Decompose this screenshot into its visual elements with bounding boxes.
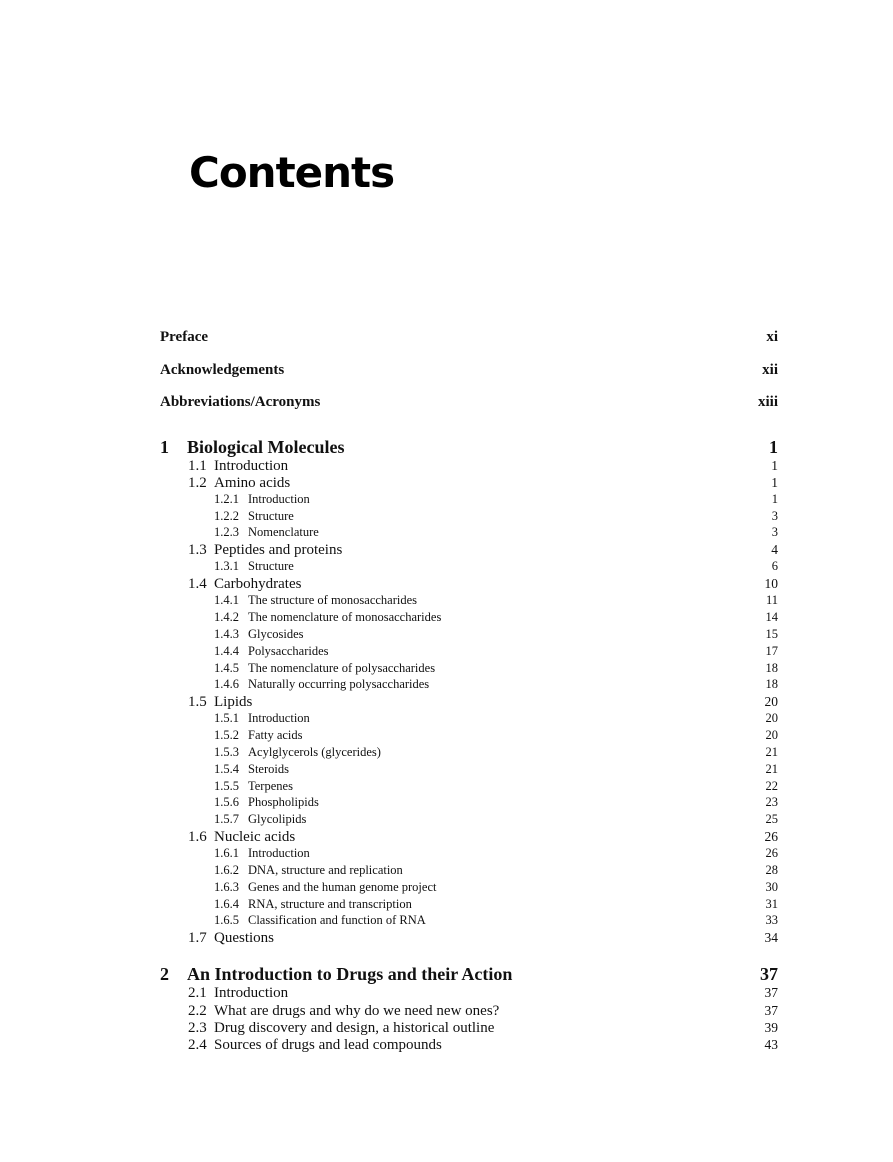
entry-label: [214, 711, 310, 726]
toc-page-number: 37: [760, 964, 778, 985]
page-title: Contents: [189, 148, 395, 197]
entry-label: [188, 475, 290, 492]
entry-label: [188, 694, 252, 711]
section-number: 1.7: [188, 930, 207, 947]
toc-page-number: 4: [771, 542, 778, 558]
toc-page-number: 34: [764, 930, 778, 946]
chapter-title: Biological Molecules: [187, 436, 345, 457]
toc-page-number: 23: [765, 795, 778, 810]
toc-page-number: 28: [765, 862, 778, 877]
toc-page-number: 37: [764, 985, 778, 1001]
entry-label: [188, 576, 301, 593]
toc-section-entry[interactable]: [160, 1020, 778, 1037]
toc-page-number: 33: [765, 913, 778, 928]
entry-label: [214, 677, 429, 692]
section-number: 1.4: [188, 576, 207, 593]
section-title: Questions: [214, 930, 274, 947]
toc-page-number: 20: [765, 711, 778, 726]
toc-subsection-entry[interactable]: [160, 795, 778, 812]
entry-label: [188, 985, 288, 1002]
section-title: Structure: [248, 559, 294, 574]
section-title: Phospholipids: [248, 795, 319, 810]
entry-label: [214, 897, 412, 912]
toc-page-number: 22: [765, 778, 778, 793]
toc-page-number: 1: [769, 436, 778, 457]
section-title: Introduction: [248, 846, 310, 861]
toc-section-entry[interactable]: [160, 985, 778, 1002]
section-number: 2.3: [188, 1019, 207, 1036]
toc-subsection-entry[interactable]: [160, 745, 778, 762]
entry-label: [214, 795, 319, 810]
section-title: The structure of monosaccharides: [248, 593, 418, 608]
toc-chapter-heading[interactable]: [160, 964, 778, 985]
toc-subsection-entry[interactable]: [160, 728, 778, 745]
toc-page-number: 31: [765, 896, 778, 911]
toc-subsection-entry[interactable]: [160, 880, 778, 897]
section-title: The nomenclature of polysaccharides: [248, 660, 436, 675]
section-number: 1.5.7: [214, 812, 239, 827]
toc-page-number: 1: [771, 491, 778, 506]
section-title: Genes and the human genome project: [248, 879, 437, 894]
toc-page-number: xii: [762, 361, 778, 378]
toc-subsection-entry[interactable]: [160, 779, 778, 796]
toc-subsection-entry[interactable]: [160, 661, 778, 678]
toc-page-number: 18: [765, 660, 778, 675]
section-number: 1.2.1: [214, 491, 239, 506]
section-title: Introduction: [214, 457, 289, 474]
section-title: Polysaccharides: [248, 643, 329, 658]
toc-subsection-entry[interactable]: [160, 677, 778, 694]
toc-page-number: 21: [765, 745, 778, 759]
section-number: 1.5.2: [214, 728, 239, 743]
toc-subsection-entry[interactable]: [160, 627, 778, 644]
toc-page-number: 11: [765, 593, 778, 608]
entry-label: [188, 458, 288, 475]
toc-subsection-entry[interactable]: [160, 863, 778, 880]
section-number: 1.6.5: [214, 913, 239, 928]
toc-page-number: xi: [766, 329, 778, 345]
section-number: 1.5.6: [214, 795, 239, 810]
entry-label: [214, 492, 310, 507]
table-of-contents: [160, 329, 778, 1054]
section-number: 1.5: [188, 694, 207, 711]
section-number: 1.6.3: [214, 879, 239, 894]
toc-section-entry[interactable]: [160, 1037, 778, 1054]
toc-section-entry[interactable]: [160, 694, 778, 711]
section-number: 1.5.5: [214, 778, 239, 793]
section-title: Fatty acids: [248, 728, 303, 743]
toc-subsection-entry[interactable]: [160, 644, 778, 661]
toc-page-number: 17: [765, 643, 778, 658]
chapter-label: [160, 437, 344, 458]
toc-chapter-heading[interactable]: [160, 437, 778, 458]
toc-subsection-entry[interactable]: [160, 897, 778, 914]
section-title: Glycosides: [248, 627, 304, 642]
section-title: Drug discovery and design, a historical outline: [214, 1019, 495, 1036]
section-number: 1.4.3: [214, 627, 239, 642]
toc-page-number: 26: [765, 846, 778, 861]
section-number: 1.4.1: [214, 593, 239, 608]
toc-entry-title: Abbreviations/Acronyms: [160, 394, 321, 410]
toc-entry-title: Preface: [160, 329, 209, 345]
section-title: Lipids: [214, 694, 253, 711]
section-number: 1.2.2: [214, 508, 239, 523]
toc-subsection-entry[interactable]: [160, 492, 778, 509]
section-number: 2.1: [188, 985, 207, 1002]
section-number: 1.4.2: [214, 610, 239, 625]
section-number: 1.6: [188, 828, 207, 845]
toc-subsection-entry[interactable]: [160, 610, 778, 627]
section-title: Acylglycerols (glycerides): [248, 745, 381, 759]
section-title: The nomenclature of monosaccharides: [248, 610, 442, 625]
toc-page-number: 15: [765, 627, 778, 642]
section-title: Sources of drugs and lead compounds: [214, 1036, 442, 1053]
toc-page-number: 6: [771, 559, 778, 574]
toc-page-number: 39: [764, 1019, 778, 1035]
toc-page-number: 20: [764, 694, 778, 710]
toc-subsection-entry[interactable]: [160, 525, 778, 542]
entry-label: [214, 846, 310, 861]
entry-label: [214, 661, 435, 676]
entry-label: [214, 863, 403, 878]
section-number: 1.6.1: [214, 846, 239, 861]
section-number: 1.5.3: [214, 745, 239, 759]
toc-page-number: xiii: [757, 394, 778, 410]
section-number: 2.4: [188, 1036, 207, 1053]
section-number: 1.3: [188, 542, 207, 559]
section-title: Glycolipids: [248, 812, 307, 827]
toc-subsection-entry[interactable]: [160, 846, 778, 863]
toc-front-entry[interactable]: [160, 329, 778, 362]
section-title: What are drugs and why do we need new ones?: [214, 1002, 500, 1019]
entry-label: [188, 1020, 494, 1037]
toc-page-number: 10: [764, 576, 778, 592]
toc-page-number: 18: [765, 677, 778, 692]
entry-label: [214, 593, 417, 608]
entry-label: [188, 930, 274, 947]
toc-section-entry[interactable]: [160, 1003, 778, 1020]
toc-subsection-entry[interactable]: [160, 812, 778, 829]
toc-subsection-entry[interactable]: [160, 559, 778, 576]
section-title: Nomenclature: [248, 525, 319, 540]
toc-page-number: 1: [771, 457, 778, 473]
toc-front-entry[interactable]: [160, 362, 778, 395]
entry-label: [188, 1037, 442, 1054]
entry-label: [214, 762, 289, 777]
section-number: 1.4.5: [214, 660, 239, 675]
toc-subsection-entry[interactable]: [160, 913, 778, 930]
toc-front-entry[interactable]: [160, 394, 778, 427]
entry-label: [214, 779, 293, 794]
toc-section-entry[interactable]: [160, 458, 778, 475]
section-number: 1.2.3: [214, 525, 239, 540]
section-title: Introduction: [214, 985, 289, 1002]
entry-label: [188, 1003, 499, 1020]
entry-label: [188, 829, 295, 846]
entry-label: [214, 525, 319, 540]
toc-section-entry[interactable]: [160, 930, 778, 947]
section-number: 1.4.6: [214, 677, 239, 692]
section-number: 1.5.1: [214, 711, 239, 726]
section-number: 2.2: [188, 1002, 207, 1019]
toc-page-number: 3: [771, 525, 778, 540]
section-number: 1.6.4: [214, 896, 239, 911]
toc-subsection-entry[interactable]: [160, 593, 778, 610]
entry-label: [188, 542, 342, 559]
toc-section-entry[interactable]: [160, 542, 778, 559]
section-number: 1.3.1: [214, 559, 239, 574]
entry-label: [214, 728, 303, 743]
section-title: Structure: [248, 508, 294, 523]
chapter-number: 2: [160, 964, 169, 985]
toc-section-entry[interactable]: [160, 576, 778, 593]
entry-label: [214, 745, 381, 760]
entry-label: [214, 610, 441, 625]
section-title: Classification and function of RNA: [248, 913, 426, 928]
section-title: Carbohydrates: [214, 576, 302, 593]
entry-label: [214, 913, 426, 928]
section-title: RNA, structure and transcription: [248, 896, 412, 911]
section-title: Amino acids: [214, 474, 291, 491]
entry-label: [214, 627, 304, 642]
entry-label: [214, 644, 329, 659]
toc-page-number: 25: [765, 812, 778, 827]
toc-section-entry[interactable]: [160, 829, 778, 846]
section-number: 1.4.4: [214, 643, 239, 658]
toc-page-number: 37: [764, 1002, 778, 1018]
entry-label: [214, 812, 306, 827]
toc-page-number: 30: [765, 879, 778, 894]
toc-page-number: 21: [765, 761, 778, 776]
entry-label: [214, 509, 294, 524]
entry-label: [214, 559, 294, 574]
entry-label: [214, 880, 436, 895]
section-number: 1.2: [188, 474, 207, 491]
section-title: Peptides and proteins: [214, 542, 343, 559]
toc-section-entry[interactable]: [160, 475, 778, 492]
section-title: Introduction: [248, 711, 310, 726]
toc-page-number: 20: [765, 728, 778, 743]
toc-page-number: 43: [764, 1036, 778, 1052]
section-title: Introduction: [248, 491, 310, 506]
section-title: Naturally occurring polysaccharides: [248, 677, 430, 692]
toc-page-number: 3: [771, 508, 778, 523]
toc-entry-title: Acknowledgements: [160, 361, 285, 378]
toc-page-number: 14: [765, 610, 778, 625]
section-number: 1.5.4: [214, 761, 239, 776]
section-title: Steroids: [248, 761, 289, 776]
chapter-number: 1: [160, 436, 169, 457]
toc-subsection-entry[interactable]: [160, 762, 778, 779]
section-title: DNA, structure and replication: [248, 862, 403, 877]
chapter-title: An Introduction to Drugs and their Action: [187, 964, 513, 985]
chapter-label: [160, 964, 512, 985]
toc-page-number: 26: [764, 828, 778, 844]
section-number: 1.1: [188, 457, 207, 474]
section-number: 1.6.2: [214, 862, 239, 877]
section-title: Terpenes: [248, 778, 293, 793]
toc-subsection-entry[interactable]: [160, 509, 778, 526]
toc-subsection-entry[interactable]: [160, 711, 778, 728]
section-title: Nucleic acids: [214, 828, 296, 845]
toc-page-number: 1: [771, 474, 778, 490]
